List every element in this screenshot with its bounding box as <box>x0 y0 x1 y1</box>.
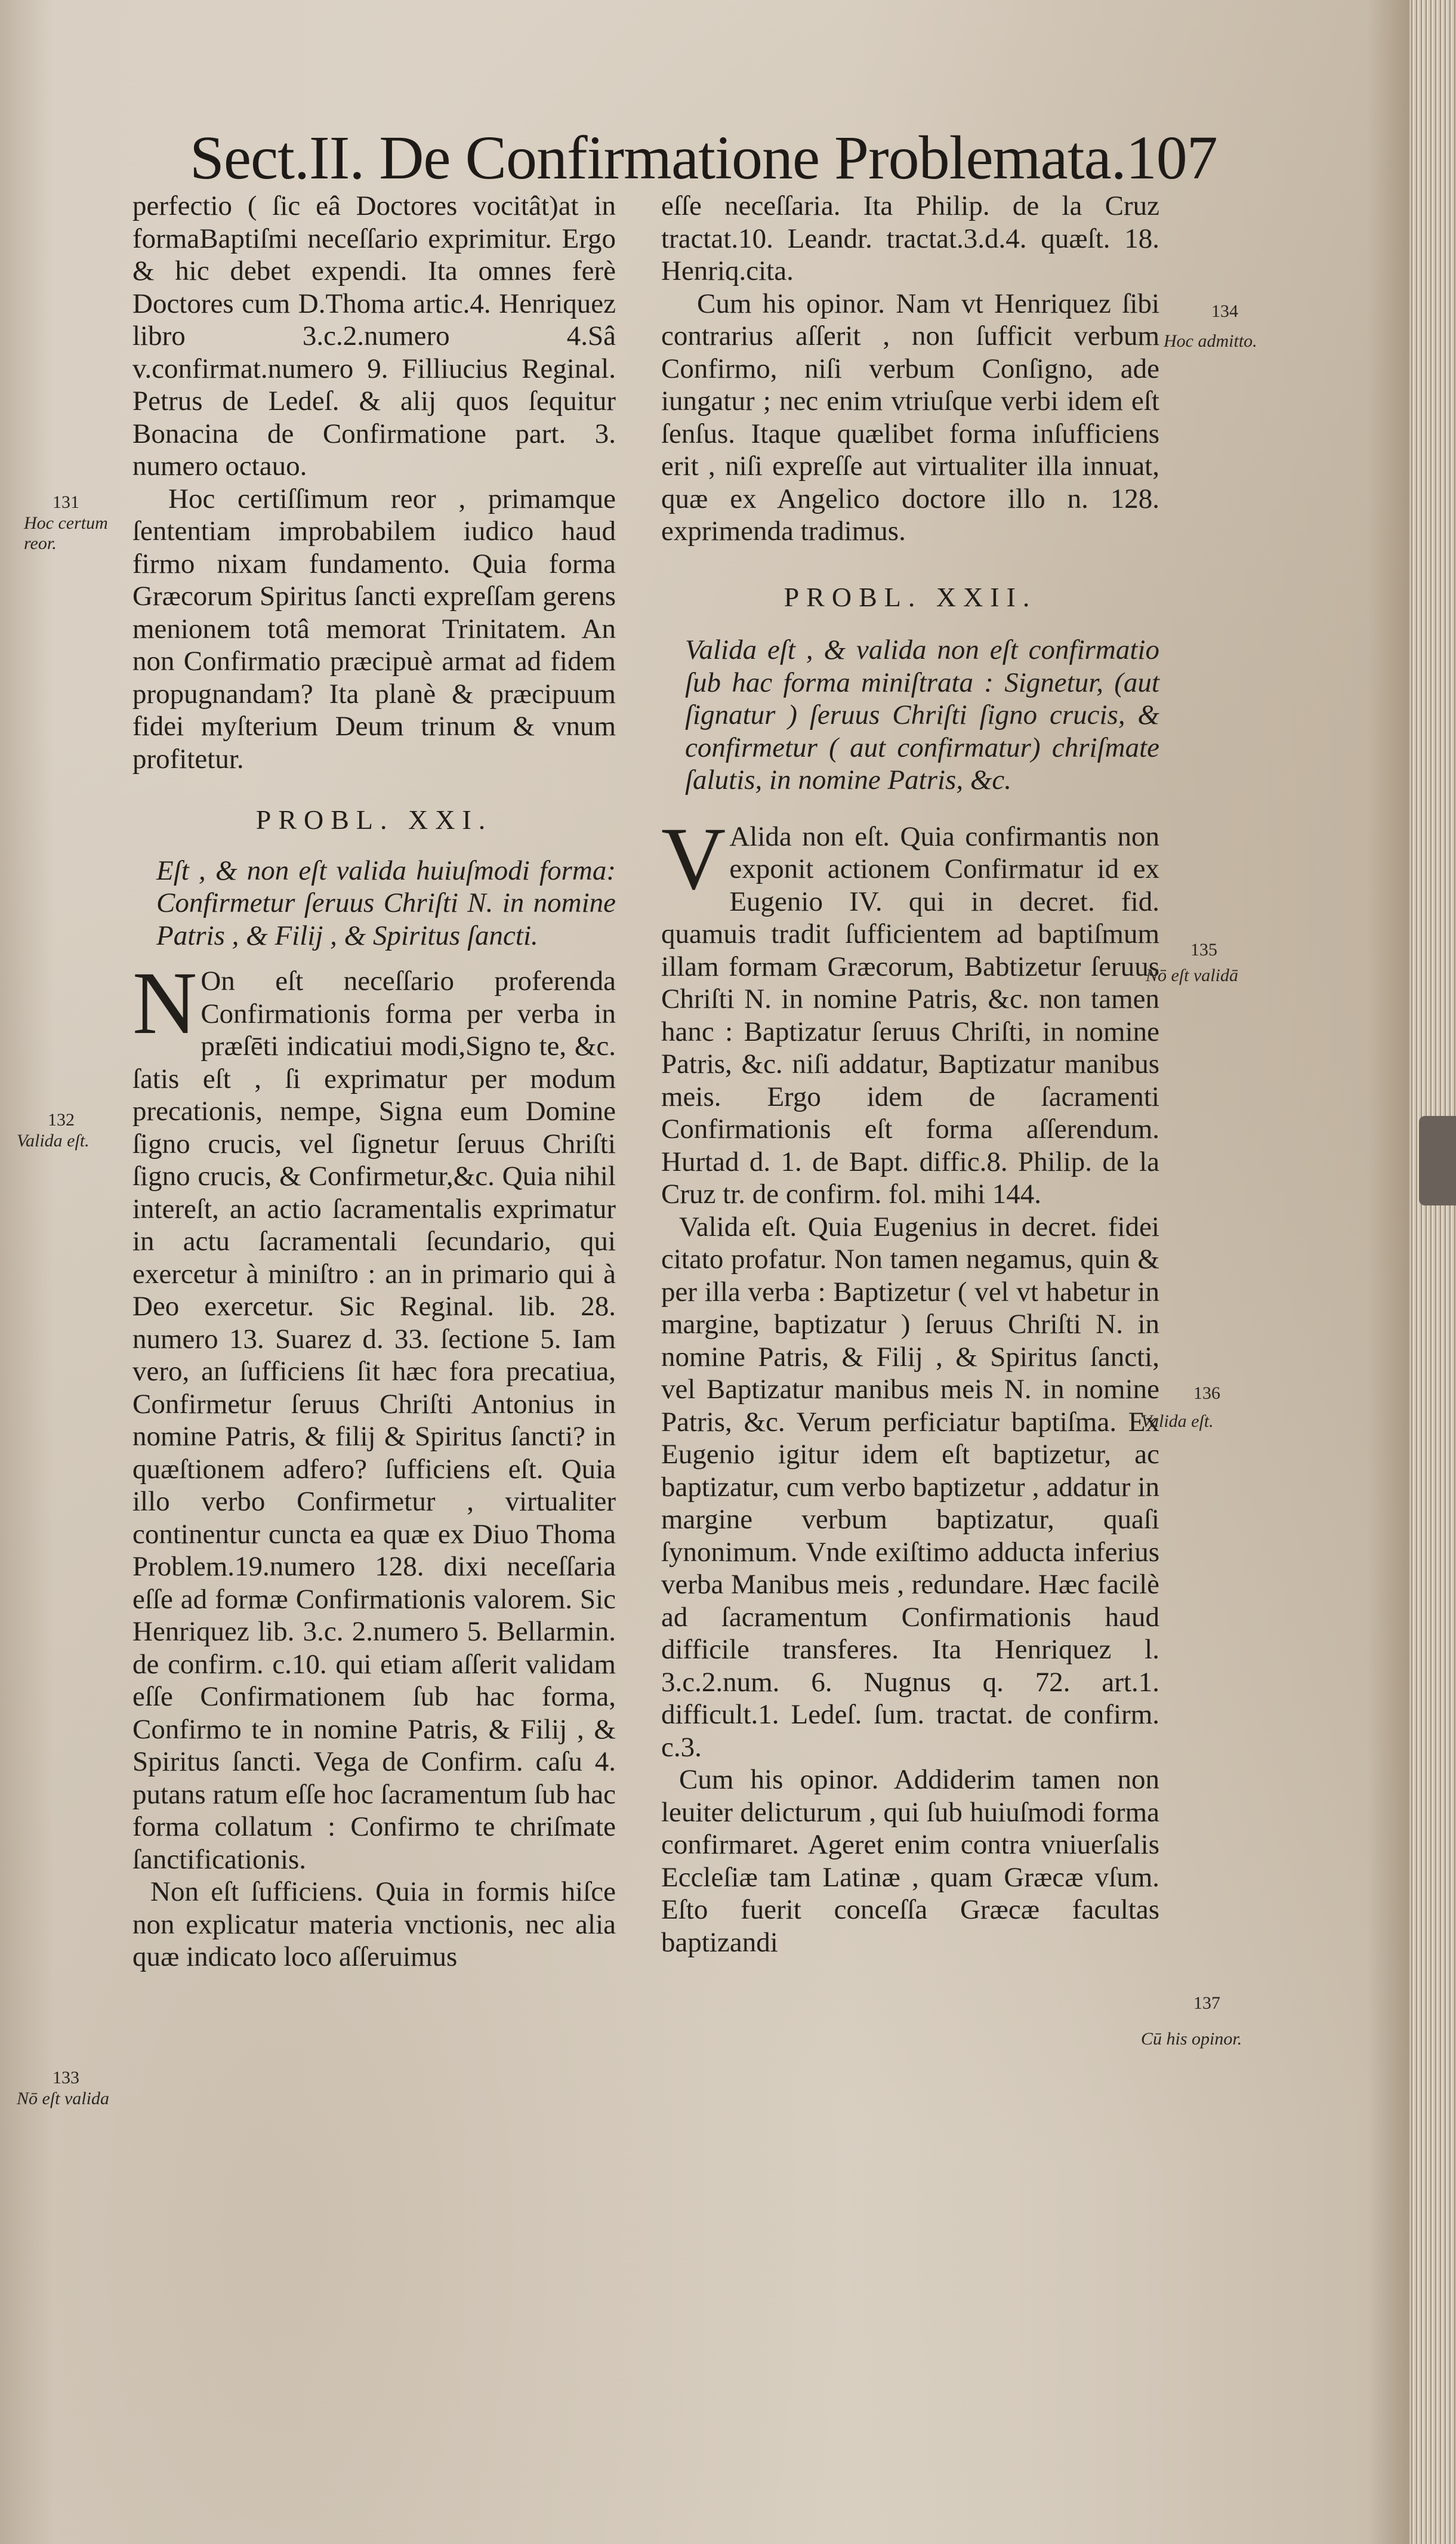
margin-number: 136 <box>1193 1383 1220 1403</box>
right-text-column <box>661 190 1159 1959</box>
margin-note: Valida eſt. <box>1141 1411 1214 1431</box>
paragraph: Cum his opinor. Nam vt Henriquez ſibi contrarius aſſerit , non ſufficit verbum Confirmo, niſi verbum Conſigno, ade iungatur ; nec enim vtriuſque verbi idem eſt ſenſus. Itaque quælibet forma inſufficiens erit , niſi expreſſe aut virtualiter illa innuat, quæ ex Angelico doctore illo n. 128. exprimenda tradimus. <box>661 288 1159 547</box>
drop-cap: N <box>132 954 198 1053</box>
problem-heading: PROBL. XXII. <box>783 581 1037 612</box>
margin-note: Nō eſt validā <box>1146 966 1238 985</box>
paragraph <box>132 954 616 1876</box>
paragraph-text: Alida non eſt. Quia confirmantis non exponit actionem Confirmatur id ex Eugenio IV. qui in decret. fid. quamuis tradit ſufficientem ad baptiſmum illam formam Græcorum, Babtizetur ſeruus Chriſti N. in nomine Patris, &c. non tamen hanc : Baptizatur ſeruus Chriſti, in nomine Patris, &c. niſi addatur, Baptizatur manibus meis. Ergo idem de ſacramenti Confirmationis eſt forma aſſerendum. Hurtad d. 1. de Bapt. diffic.8. Philip. de la Cruz tr. de confirm. fol. mihi 144. <box>661 821 1159 1210</box>
paragraph-text: On eſt neceſſario proferenda Confirmationis forma per verba in præſēti indicatiui modi,Signo te, &c. ſatis eſt , ſi exprimatur per modum precationis, nempe, Signa eum Domine ſigno crucis, vel ſignetur ſeruus Chriſti ſigno crucis, & Confirmetur,&c. Quia nihil intereſt, an actio ſacramentalis exprimatur in actu ſacramentali ſecundario, qui exercetur à miniſtro : an in primario qui à Deo exercetur. Sic Reginal. lib. 28. numero 13. Suarez d. 33. ſectione 5. Iam vero, an ſufficiens ſit hæc fora precatiua, Confirmetur ſeruus Chriſti Antonius in nomine Patris, & filij & Spiritus ſancti? in quæſtionem adfero? ſufficiens eſt. Quia illo verbo Confirmetur , virtualiter continentur cuncta ea quæ ex Diuo Thoma Problem.19.numero 128. dixi neceſſaria eſſe ad formæ Confirmationis valorem. Sic Henriquez lib. 3.c. 2.numero 5. Bellarmin. de confirm. c.10. qui etiam aſſerit validam eſſe Confirmationem ſub hac forma, Confirmo te in nomine Patris, & Filij , & Spiritus ſancti. Vega de Confirm. caſu 4. putans ratum eſſe hoc ſacramentum ſub hac forma collatum : Confirmo te chriſmate ſanctificationis. <box>132 966 616 1875</box>
margin-number: 133 <box>53 2068 79 2087</box>
book-page-edges <box>1409 0 1456 2544</box>
margin-note: Cū his opinor. <box>1141 2029 1242 2049</box>
problem-heading: PROBL. XXI. <box>255 804 493 835</box>
margin-note: Nō eſt valida <box>17 2089 109 2108</box>
margin-note: Valida eſt. <box>17 1131 90 1151</box>
problem-statement: Valida eſt , & valida non eſt confirmatio ſub hac forma miniſtrata : Signetur, (aut ſignatur ) ſeruus Chriſti ſigno crucis, & confirmetur ( aut confirmatur) chriſmate ſalutis, in nomine Patris, &c. <box>685 634 1159 795</box>
paragraph: Non eſt ſufficiens. Quia in formis hiſce non explicatur materia vnctionis, nec alia quæ indicato loco aſſeruimus <box>132 1876 616 1972</box>
margin-number: 132 <box>48 1110 75 1130</box>
margin-number: 134 <box>1211 301 1238 321</box>
margin-number: 137 <box>1193 1993 1220 2013</box>
margin-number: 135 <box>1190 940 1217 960</box>
paragraph: perfectio ( ſic eâ Doctores vocitât)at in formaBaptiſmi neceſſario exprimitur. Ergo & hic debet expendi. Ita omnes ferè Doctores cum D.Thoma artic.4. Henriquez libro 3.c.2.numero 4.Sâ v.confirmat.numero 9. Filliucius Reginal. Petrus de Ledeſ. & alij quos ſequitur Bonacina de Confirmatione part. 3. numero octauo. <box>132 190 616 482</box>
drop-cap: V <box>661 809 726 908</box>
paragraph: Valida eſt. Quia Eugenius in decret. fidei citato profatur. Non tamen negamus, quin & per illa verba : Baptizetur ( vel vt habetur in margine, baptizatur ) ſeruus Chriſti N. in nomine Patris, & Filij , & Spiritus ſancti, vel Baptizatur manibus meis N. in nomine Patris, &c. Verum perficiatur baptiſma. Ex Eugenio igitur idem eſt baptizetur, ac baptizatur, cum verbo baptizetur , addatur in margine verbum baptizatur, quaſi ſynonimum. Vnde exiſtimo adducta inferius verba Manibus meis , redundare. Hæc facilè ad ſacramentum Confirmationis haud difficile transferes. Ita Henriquez l. 3.c.2.num. 6. Nugnus q. 72. art.1. difficult.1. Ledeſ. ſum. tractat. de confirm. c.3. <box>661 1211 1159 1763</box>
bookmark-tab <box>1419 1116 1456 1205</box>
paragraph <box>661 809 1159 1211</box>
left-text-column <box>132 190 616 1973</box>
problem-statement: Eſt , & non eſt valida huiuſmodi forma: Confirmetur ſeruus Chriſti N. in nomine Patris , & Filij , & Spiritus ſancti. <box>156 855 616 951</box>
running-header: Sect.II. De Confirmatione Problemata.107 <box>190 124 1217 192</box>
paragraph: eſſe neceſſaria. Ita Philip. de la Cruz tractat.10. Leandr. tractat.3.d.4. quæſt. 18. Henriq.cita. <box>661 190 1159 286</box>
margin-note: Hoc certum reor. <box>24 513 108 553</box>
margin-number: 131 <box>53 492 79 512</box>
paragraph: Hoc certiſſimum reor , primamque ſententiam improbabilem iudico haud firmo nixam fundamento. Quia forma Græcorum Spiritus ſancti expreſſam gerens menionem totâ memorat Trinitatem. An non Confirmatio præcipuè armat ad fidem propugnandam? Ita planè & præcipuum fidei myſterium Deum trinum & vnum profitetur. <box>132 483 616 775</box>
paragraph: Cum his opinor. Addiderim tamen non leuiter delicturum , qui ſub huiuſmodi forma confirmaret. Ageret enim contra vniuerſalis Eccleſiæ tam Latinæ , quam Græcæ vſum. Eſto fuerit conceſſa Græcæ facultas baptizandi <box>661 1764 1159 1958</box>
margin-note: Hoc admitto. <box>1164 331 1257 351</box>
